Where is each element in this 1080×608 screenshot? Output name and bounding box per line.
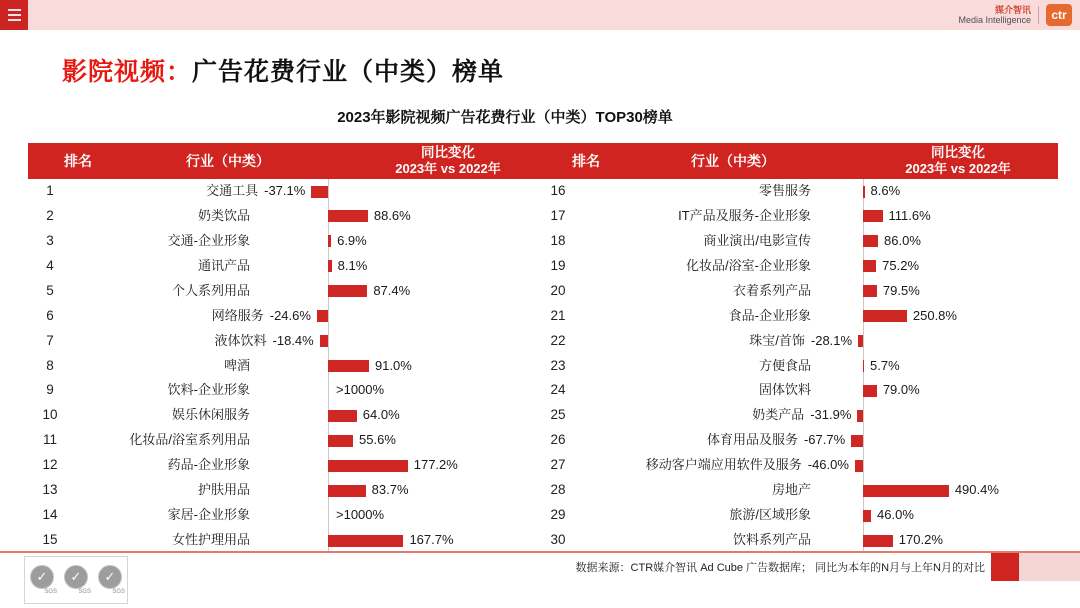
rank-cell: 23 <box>550 357 566 373</box>
table-row <box>543 254 1058 279</box>
table-row <box>28 503 543 528</box>
table-row <box>543 354 1058 379</box>
positive-bar <box>328 410 357 422</box>
positive-bar <box>328 535 403 547</box>
page-title <box>62 52 504 88</box>
table-row <box>28 254 543 279</box>
rank-cell: 15 <box>42 532 58 548</box>
negative-bar <box>317 310 328 322</box>
table-row <box>543 179 1058 204</box>
table-row <box>28 528 543 553</box>
header-change-line2: 2023年 vs 2022年 <box>905 161 1011 176</box>
table-row <box>543 329 1058 354</box>
rank-cell: 5 <box>46 282 54 298</box>
value-label: 83.7% <box>371 482 409 498</box>
value-label: 79.5% <box>882 282 920 298</box>
value-label: 6.9% <box>337 232 367 248</box>
rank-cell: 16 <box>550 183 566 198</box>
rank-cell: 12 <box>42 457 58 473</box>
value-label: 64.0% <box>362 407 400 423</box>
rank-cell: 8 <box>46 357 54 373</box>
positive-bar <box>328 435 353 447</box>
positive-bar <box>863 310 907 322</box>
value-label: -28.1% <box>810 332 853 348</box>
industry-label: 护肤用品 <box>197 482 250 498</box>
header-rank-left: 排名 <box>64 153 92 169</box>
table-header <box>28 143 1058 179</box>
value-label: 75.2% <box>882 257 920 273</box>
industry-label: 个人系列用品 <box>171 282 250 298</box>
rank-cell: 19 <box>550 257 566 273</box>
positive-bar <box>328 360 369 372</box>
table-row <box>28 329 543 354</box>
rank-cell: 6 <box>46 307 54 323</box>
table-row <box>543 229 1058 254</box>
table-row <box>543 304 1058 329</box>
value-label: 87.4% <box>373 282 411 298</box>
positive-bar <box>328 285 367 297</box>
value-label: 167.7% <box>409 532 454 548</box>
table-row <box>543 403 1058 428</box>
rank-cell: 29 <box>550 507 566 523</box>
value-label: 5.7% <box>870 357 900 373</box>
negative-bar <box>851 435 863 447</box>
positive-bar <box>863 385 877 397</box>
rank-cell: 9 <box>46 382 54 398</box>
table-row <box>543 204 1058 229</box>
bottom-accent-line <box>0 551 1080 553</box>
header-industry-left: 行业（中类） <box>186 153 270 169</box>
certification-logos <box>24 556 128 604</box>
top-bar <box>0 0 1080 30</box>
table-row <box>28 229 543 254</box>
rank-cell: 20 <box>550 282 566 298</box>
industry-label: 房地产 <box>771 482 811 498</box>
value-label: 79.0% <box>882 382 920 398</box>
value-label: -46.0% <box>807 457 849 473</box>
negative-bar <box>855 460 863 472</box>
data-source-note: 数据来源：CTR媒介智讯 Ad Cube 广告数据库； 同比为本年的N月与上年N月的对比 <box>575 562 985 574</box>
industry-label: 珠宝/首饰 <box>749 332 805 348</box>
positive-bar <box>863 260 876 272</box>
industry-and-value <box>212 304 311 329</box>
logo-divider <box>1038 6 1039 24</box>
industry-label: 零售服务 <box>758 183 811 198</box>
rank-cell: 13 <box>42 482 58 498</box>
industry-and-value <box>749 329 852 354</box>
header-change-right <box>858 143 1058 177</box>
hamburger-menu-icon[interactable] <box>0 0 28 30</box>
value-label: 170.2% <box>898 532 943 548</box>
rank-cell: 25 <box>550 407 566 423</box>
industry-label: 化妆品/浴室-企业形象 <box>686 257 811 273</box>
rank-cell: 7 <box>46 332 54 348</box>
table-row <box>543 453 1058 478</box>
page-title-highlight: 影院视频： <box>62 58 193 86</box>
industry-label: 化妆品/浴室系列用品 <box>129 432 250 448</box>
industry-label: 食品-企业形象 <box>728 307 811 323</box>
positive-bar <box>863 510 871 522</box>
value-label: -31.9% <box>810 407 852 423</box>
rank-cell: 4 <box>46 257 54 273</box>
rank-cell: 14 <box>42 507 58 523</box>
header-change-line1: 同比变化 <box>931 145 985 160</box>
rank-cell: 11 <box>42 432 57 448</box>
page-title-rest: 广告花费行业（中类）榜单 <box>192 58 505 86</box>
rank-cell: 28 <box>550 482 566 498</box>
value-label: 490.4% <box>954 482 999 498</box>
industry-label: 交通工具 <box>206 183 259 198</box>
rank-cell: 1 <box>46 183 54 198</box>
industry-and-value <box>752 403 851 428</box>
logo-text <box>958 5 1031 25</box>
industry-and-value <box>707 428 845 453</box>
rank-cell: 18 <box>550 232 566 248</box>
value-label: 8.6% <box>870 183 901 198</box>
industry-and-value <box>206 179 305 204</box>
table-row <box>28 304 543 329</box>
positive-bar <box>328 210 368 222</box>
header-industry-right: 行业（中类） <box>691 153 775 169</box>
industry-label: 商业演出/电影宣传 <box>703 232 811 248</box>
positive-bar <box>328 460 408 472</box>
table-row <box>543 279 1058 304</box>
header-rank-right: 排名 <box>572 153 600 169</box>
industry-label: 方便食品 <box>758 357 811 373</box>
positive-bar <box>863 485 949 497</box>
table-row <box>28 179 543 204</box>
rank-cell: 21 <box>550 307 566 323</box>
value-label: 8.1% <box>337 257 368 273</box>
logo-en-label: Media Intelligence <box>958 15 1031 25</box>
value-label: 177.2% <box>413 457 458 473</box>
industry-and-value <box>215 329 314 354</box>
positive-bar <box>328 260 332 272</box>
value-label: -18.4% <box>272 332 314 348</box>
rank-cell: 27 <box>550 457 566 473</box>
value-label: 250.8% <box>912 307 957 323</box>
table-row <box>28 403 543 428</box>
negative-bar <box>857 410 863 422</box>
industry-label: 啤酒 <box>223 357 250 373</box>
value-label: 86.0% <box>884 232 921 248</box>
value-label: -37.1% <box>264 183 306 198</box>
table-row <box>28 378 543 403</box>
industry-and-value <box>646 453 849 478</box>
industry-label: 液体饮料 <box>214 332 267 348</box>
table-row <box>543 428 1058 453</box>
table-row <box>543 378 1058 403</box>
table-row <box>543 478 1058 503</box>
industry-label: 网络服务 <box>211 307 264 323</box>
rank-cell: 3 <box>46 232 54 248</box>
bottom-red-block <box>991 553 1019 581</box>
value-label: 55.6% <box>359 432 396 448</box>
ctr-badge-icon: ctr <box>1046 4 1072 26</box>
rank-cell: 24 <box>550 382 566 398</box>
positive-bar <box>863 285 877 297</box>
table-row <box>28 428 543 453</box>
positive-bar <box>328 485 366 497</box>
industry-label: 交通-企业形象 <box>167 232 250 248</box>
industry-label: 饮料-企业形象 <box>167 382 250 398</box>
industry-label: 旅游/区域形象 <box>729 507 811 523</box>
value-label: 91.0% <box>374 357 412 373</box>
sgs-logo-icon: ✓ SGS <box>95 565 125 596</box>
positive-bar <box>863 186 865 198</box>
industry-label: 固体饮料 <box>758 382 811 398</box>
table-row <box>28 204 543 229</box>
logo-cn-label: 媒介智讯 <box>994 5 1031 15</box>
chart-title: 2023年影院视频广告花费行业（中类）TOP30榜单 <box>337 109 673 126</box>
industry-label: 药品-企业形象 <box>167 457 250 473</box>
rank-cell: 26 <box>550 432 566 448</box>
value-label: >1000% <box>336 507 385 523</box>
positive-bar <box>863 535 893 547</box>
table-row <box>543 528 1058 553</box>
negative-bar <box>311 186 328 198</box>
positive-bar <box>328 235 331 247</box>
table-row <box>28 279 543 304</box>
negative-bar <box>320 335 328 347</box>
header-change-left <box>348 143 548 177</box>
industry-label: 体育用品及服务 <box>706 432 798 448</box>
industry-label: 通讯产品 <box>197 257 250 273</box>
ctr-logo <box>958 0 1072 30</box>
industry-label: 奶类产品 <box>752 407 805 423</box>
value-label: 88.6% <box>373 207 411 223</box>
industry-label: 衣着系列产品 <box>732 282 811 298</box>
table-row <box>28 453 543 478</box>
industry-label: 女性护理用品 <box>171 532 250 548</box>
value-label: -24.6% <box>269 307 311 323</box>
sgs-logo-icon: ✓ SGS <box>61 565 91 596</box>
industry-label: 家居-企业形象 <box>167 507 250 523</box>
ranking-chart-right <box>543 179 1058 553</box>
rank-cell: 17 <box>550 207 566 223</box>
industry-label: 移动客户端应用软件及服务 <box>645 457 802 473</box>
rank-cell: 10 <box>42 407 58 423</box>
value-label: 111.6% <box>888 207 931 223</box>
industry-label: 饮料系列产品 <box>732 532 811 548</box>
rank-cell: 30 <box>550 532 566 548</box>
industry-label: 娱乐休闲服务 <box>171 407 250 423</box>
table-row <box>543 503 1058 528</box>
ranking-chart-left <box>28 179 543 553</box>
industry-label: IT产品及服务-企业形象 <box>678 207 811 223</box>
sgs-logo-icon: ✓ SGS <box>27 565 57 596</box>
industry-label: 奶类饮品 <box>197 207 250 223</box>
header-change-line2: 2023年 vs 2022年 <box>395 161 501 176</box>
value-label: 46.0% <box>877 507 914 523</box>
positive-bar <box>863 210 883 222</box>
bottom-pink-block <box>1019 553 1080 581</box>
positive-bar <box>863 360 864 372</box>
value-label: -67.7% <box>803 432 846 448</box>
negative-bar <box>858 335 863 347</box>
positive-bar <box>863 235 878 247</box>
header-change-line1: 同比变化 <box>421 145 475 160</box>
rank-cell: 22 <box>550 332 566 348</box>
value-label: >1000% <box>336 382 385 398</box>
table-row <box>28 478 543 503</box>
table-row <box>28 354 543 379</box>
rank-cell: 2 <box>46 207 54 223</box>
